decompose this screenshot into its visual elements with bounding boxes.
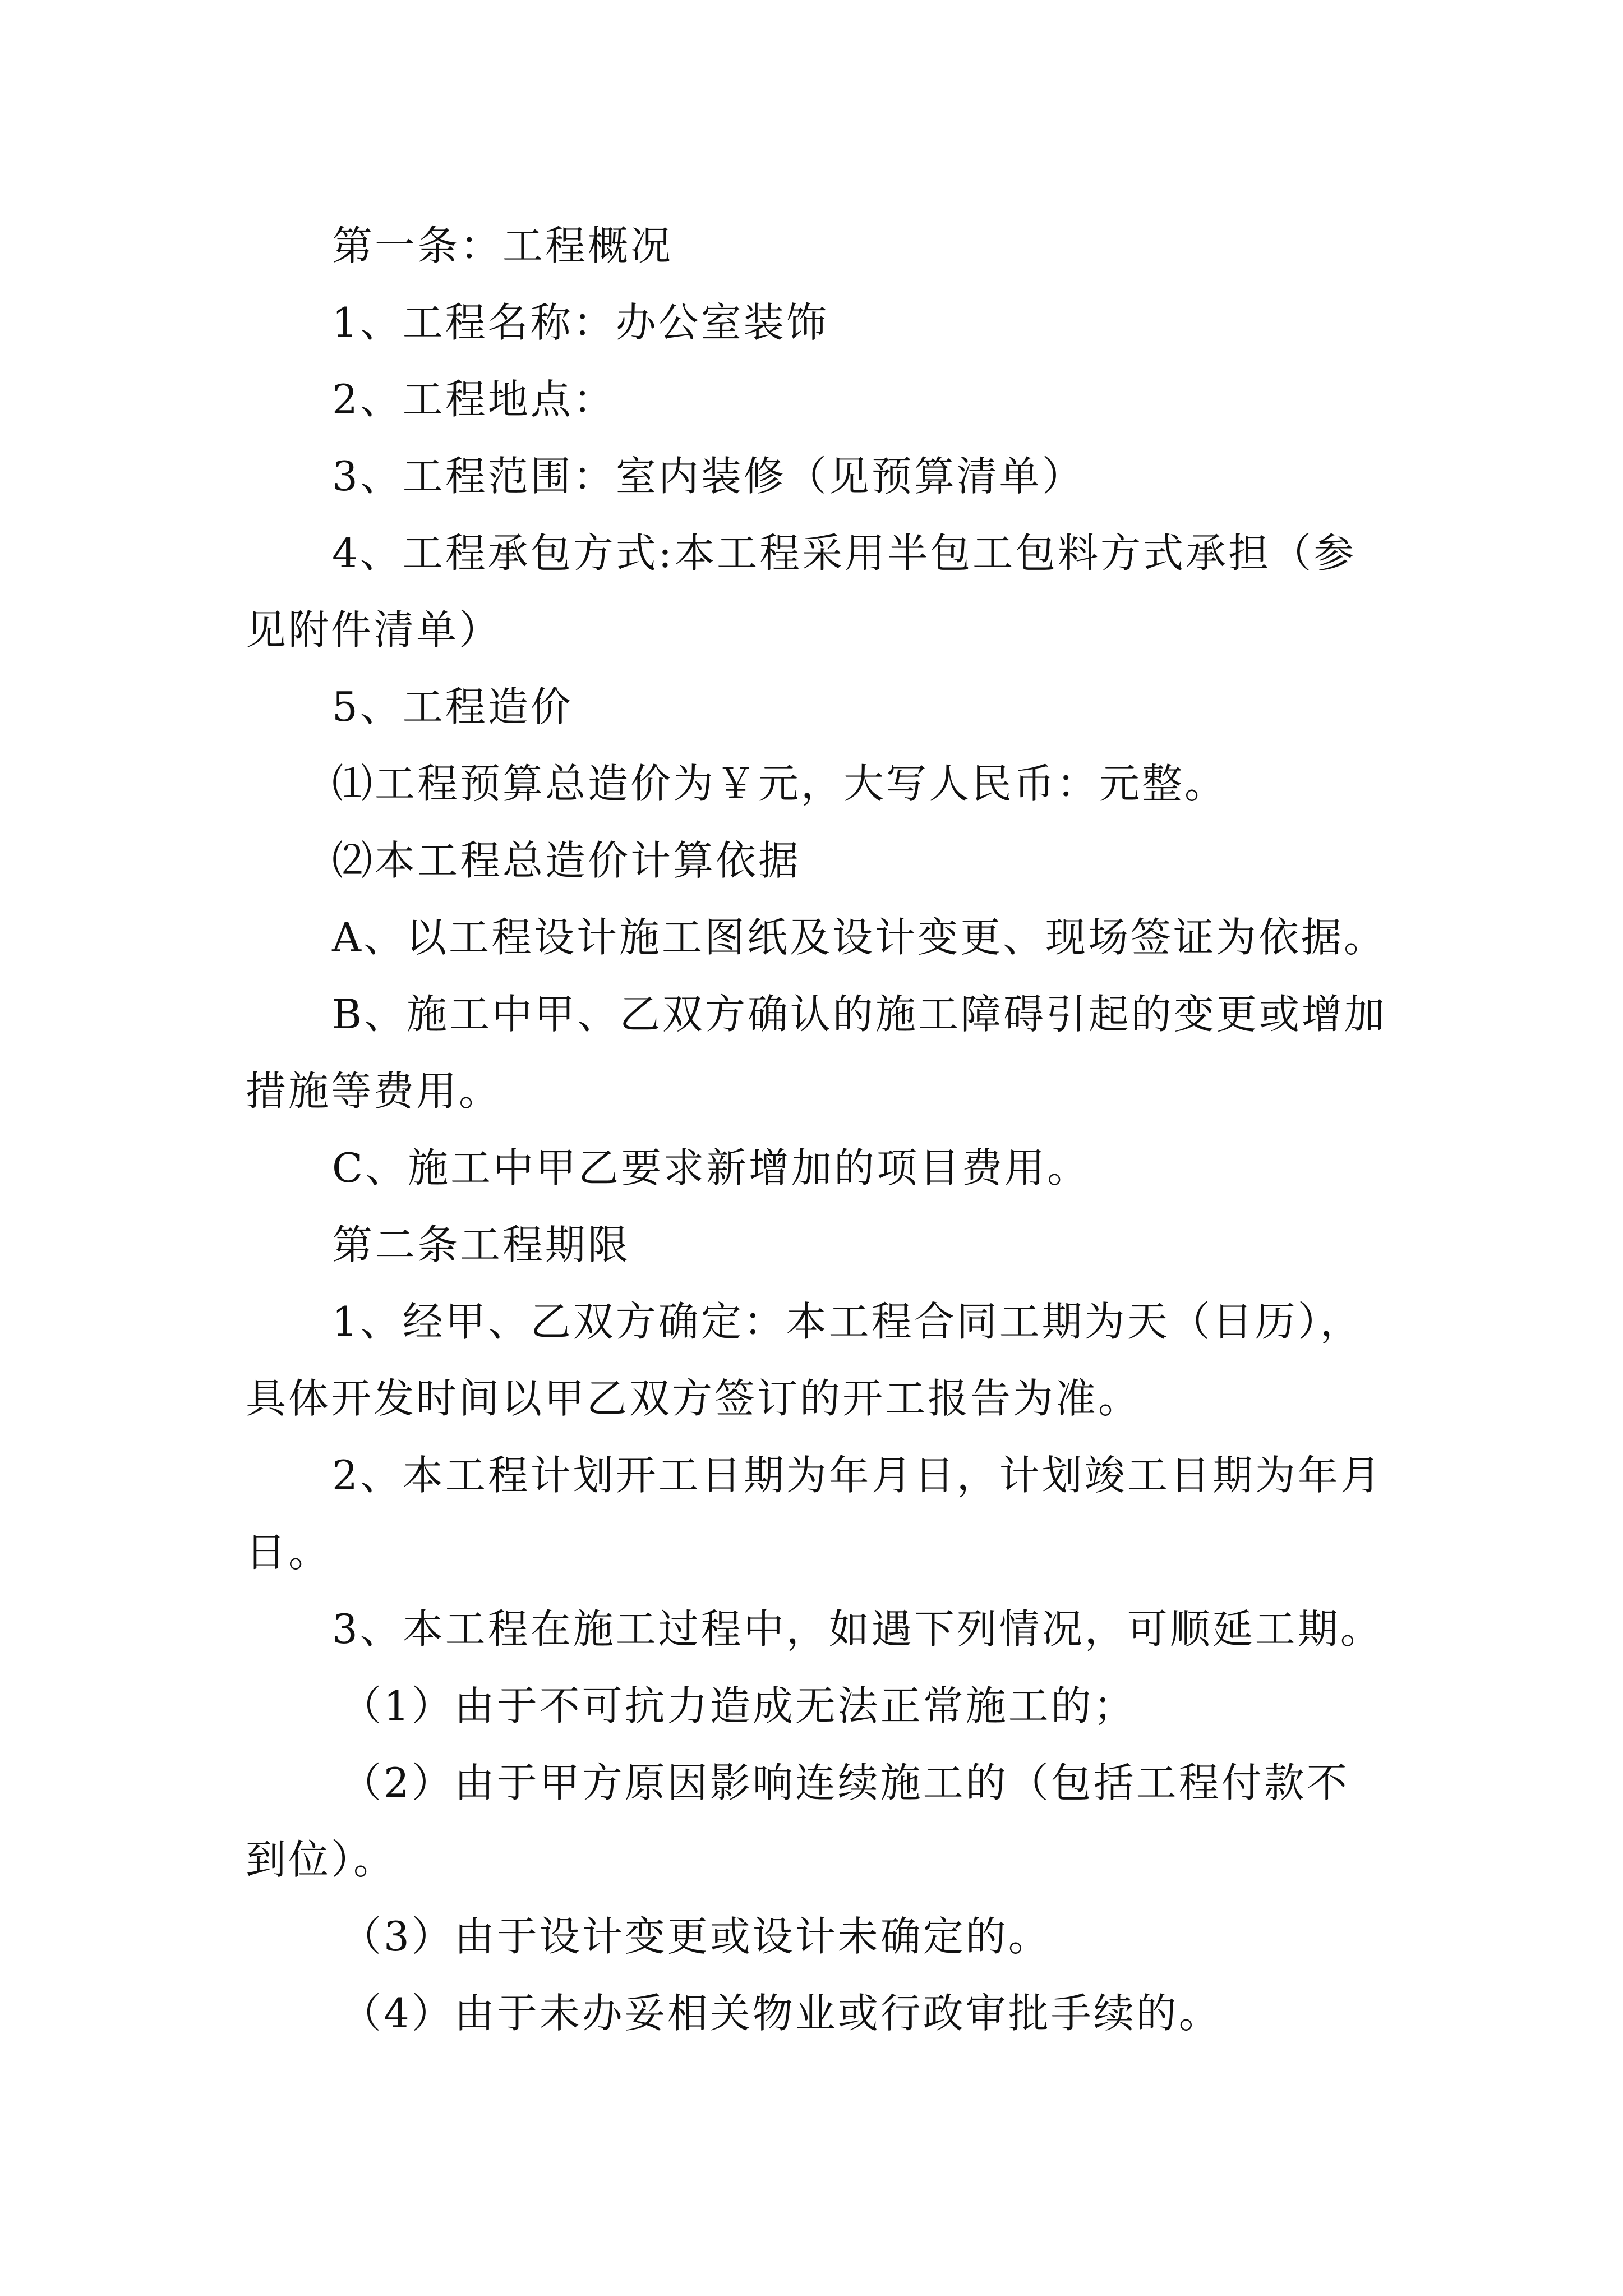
paragraph-basis-b: B、施工中甲、乙双方确认的施工障碍引起的变更或增加措施等费用。 [246,991,1387,1115]
paragraph-cost-basis: ⑵本工程总造价计算依据 [332,837,801,884]
paragraph-extension-2: （2）由于甲方原因影响连续施工的（包括工程付款不到位）。 [246,1759,1349,1883]
paragraph-basis-a: A、以工程设计施工图纸及设计变更、现场签证为依据。 [332,914,1386,961]
paragraph-cost-total: ⑴工程预算总造价为￥元，大写人民币：元整。 [332,760,1228,807]
article-heading-2: 第二条工程期限 [332,1221,631,1268]
paragraph-contract-method: 4、工程承包方式:本工程采用半包工包料方式承担（参见附件清单） [246,530,1357,654]
paragraph-project-name: 1、工程名称：办公室装饰 [332,299,829,346]
paragraph-extension: 3、本工程在施工过程中，如遇下列情况，可顺延工期。 [332,1605,1383,1653]
paragraph-project-scope: 3、工程范围：室内装修（见预算清单） [332,453,1085,500]
paragraph-extension-1: （1）由于不可抗力造成无法正常施工的； [341,1682,1136,1729]
paragraph-extension-3: （3）由于设计变更或设计未确定的。 [341,1913,1051,1960]
paragraph-project-cost: 5、工程造价 [332,683,573,730]
paragraph-duration: 1、经甲、乙双方确定：本工程合同工期为天（日历），具体开发时间以甲乙双方签订的开工报告为准。 [246,1298,1363,1422]
paragraph-schedule: 2、本工程计划开工日期为年月日，计划竣工日期为年月日。 [246,1452,1383,1576]
paragraph-basis-c: C、施工中甲乙要求新增加的项目费用。 [332,1144,1090,1191]
paragraph-extension-4: （4）由于未办妥相关物业或行政审批手续的。 [341,1990,1221,2037]
document-body [246,208,1390,2052]
article-heading-1: 第一条：工程概况 [332,222,674,269]
paragraph-project-location: 2、工程地点： [332,376,616,423]
